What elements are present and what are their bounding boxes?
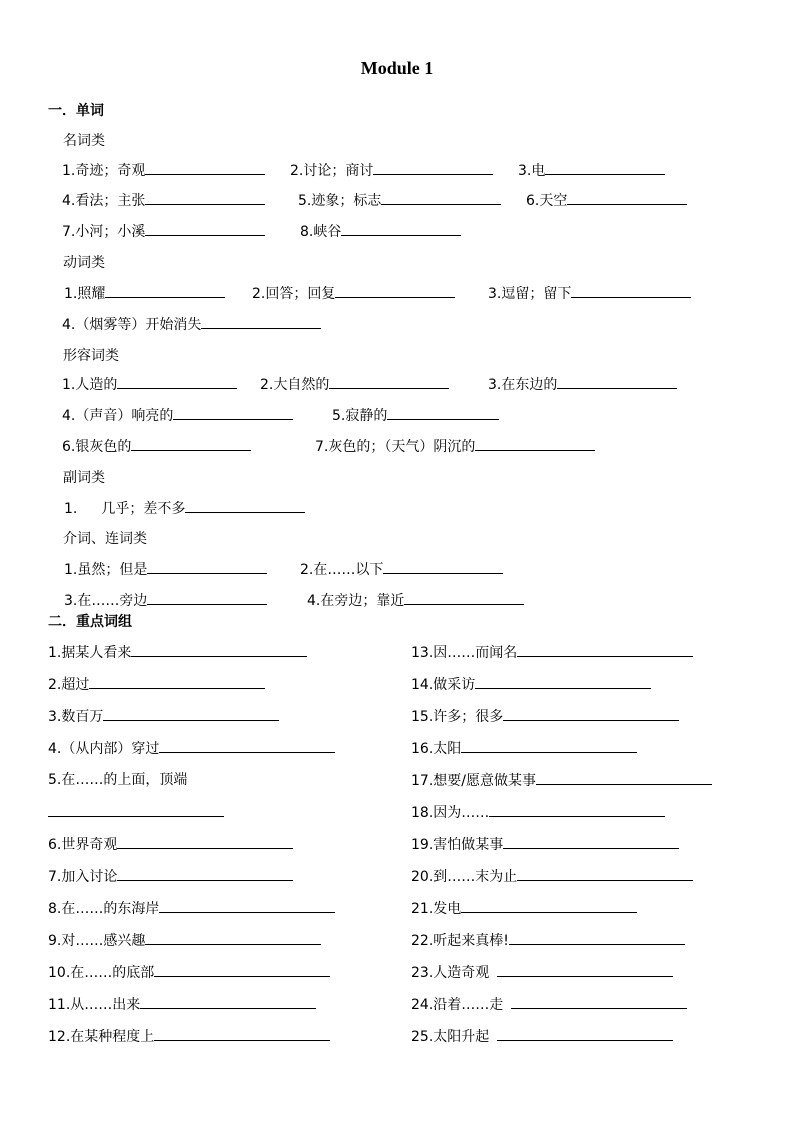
- answer-blank[interactable]: [461, 898, 637, 913]
- answer-blank[interactable]: [159, 898, 335, 913]
- answer-blank[interactable]: [511, 994, 687, 1009]
- prep-item-3: 3.在……旁边: [64, 590, 267, 611]
- verb-item-2: 2.回答；回复: [252, 283, 455, 304]
- category-verbs: 动词类: [63, 255, 105, 271]
- section-heading-words: 一．单词: [48, 103, 104, 119]
- page-title: Module 1: [360, 58, 434, 78]
- answer-blank[interactable]: [48, 802, 224, 817]
- noun-item-1: 1.奇迹；奇观: [62, 160, 265, 181]
- answer-blank[interactable]: [117, 866, 293, 881]
- prep-item-1: 1.虽然；但是: [64, 559, 267, 580]
- answer-blank[interactable]: [147, 559, 267, 574]
- verb-item-1: 1.照耀: [64, 283, 225, 304]
- adj-item-7: 7.灰色的；（天气）阴沉的: [315, 436, 595, 457]
- answer-blank[interactable]: [201, 314, 321, 329]
- verb-item-3: 3.逗留；留下: [488, 283, 691, 304]
- answer-blank[interactable]: [404, 590, 524, 605]
- answer-blank[interactable]: [517, 642, 693, 657]
- category-preps-conj: 介词、连词类: [63, 531, 147, 547]
- phrase-item-9: 9.对……感兴趣: [48, 930, 321, 951]
- prep-item-4: 4.在旁边；靠近: [307, 590, 524, 611]
- phrase-item-6: 6.世界奇观: [48, 834, 293, 855]
- answer-blank[interactable]: [475, 674, 651, 689]
- phrase-item-16: 16.太阳: [411, 738, 637, 759]
- phrase-item-19: 19.害怕做某事: [411, 834, 679, 855]
- adj-item-5: 5.寂静的: [332, 405, 499, 426]
- answer-blank[interactable]: [154, 962, 330, 977]
- noun-item-7: 7.小河；小溪: [62, 221, 265, 242]
- category-adverbs: 副词类: [63, 470, 105, 486]
- phrase-item-5: 5.在……的上面，顶端: [48, 772, 188, 788]
- noun-item-8: 8.峡谷: [300, 221, 461, 242]
- noun-item-2: 2.讨论；商讨: [290, 160, 493, 181]
- answer-blank[interactable]: [341, 221, 461, 236]
- answer-blank[interactable]: [461, 738, 637, 753]
- answer-blank[interactable]: [557, 374, 677, 389]
- phrase-item-7: 7.加入讨论: [48, 866, 293, 887]
- prep-item-2: 2.在……以下: [300, 559, 503, 580]
- answer-blank[interactable]: [329, 374, 449, 389]
- phrase-item-23: 23.人造奇观: [411, 962, 673, 983]
- noun-item-3: 3.电: [518, 160, 665, 181]
- phrase-item-2: 2.超过: [48, 674, 265, 695]
- answer-blank[interactable]: [185, 498, 305, 513]
- category-adjectives: 形容词类: [63, 348, 119, 364]
- answer-blank[interactable]: [503, 706, 679, 721]
- adj-item-3: 3.在东边的: [488, 374, 677, 395]
- answer-blank[interactable]: [105, 283, 225, 298]
- answer-blank[interactable]: [497, 962, 673, 977]
- phrase-item-22: 22.听起来真棒!: [411, 930, 685, 951]
- category-nouns: 名词类: [63, 133, 105, 149]
- phrase-item-12: 12.在某种程度上: [48, 1026, 330, 1047]
- phrase-item-20: 20.到……末为止: [411, 866, 693, 887]
- phrase-item-24: 24.沿着……走: [411, 994, 687, 1015]
- answer-blank[interactable]: [335, 283, 455, 298]
- adj-item-2: 2.大自然的: [260, 374, 449, 395]
- phrase-item-13: 13.因……而闻名: [411, 642, 693, 663]
- answer-blank[interactable]: [145, 160, 265, 175]
- phrase-item-3: 3.数百万: [48, 706, 279, 727]
- answer-blank[interactable]: [173, 405, 293, 420]
- answer-blank[interactable]: [154, 1026, 330, 1041]
- answer-blank[interactable]: [145, 930, 321, 945]
- adj-item-1: 1.人造的: [62, 374, 237, 395]
- answer-blank[interactable]: [159, 738, 335, 753]
- answer-blank[interactable]: [497, 1026, 673, 1041]
- phrase-item-17: 17.想要/愿意做某事: [411, 770, 712, 791]
- answer-blank[interactable]: [117, 374, 237, 389]
- adj-item-6: 6.银灰色的: [62, 436, 251, 457]
- section-heading-phrases: 二．重点词组: [48, 614, 132, 630]
- verb-item-4: 4.（烟雾等）开始消失: [62, 314, 321, 335]
- answer-blank[interactable]: [145, 190, 265, 205]
- answer-blank[interactable]: [509, 930, 685, 945]
- answer-blank[interactable]: [140, 994, 316, 1009]
- noun-item-5: 5.迹象；标志: [298, 190, 501, 211]
- answer-blank[interactable]: [381, 190, 501, 205]
- answer-blank[interactable]: [383, 559, 503, 574]
- adverb-item-1: 1. 几乎；差不多: [64, 498, 305, 519]
- phrase-item-18: 18.因为……: [411, 802, 665, 823]
- phrase-item-15: 15.许多；很多: [411, 706, 679, 727]
- adj-item-4: 4.（声音）响亮的: [62, 405, 293, 426]
- answer-blank[interactable]: [131, 642, 307, 657]
- answer-blank[interactable]: [567, 190, 687, 205]
- answer-blank[interactable]: [545, 160, 665, 175]
- phrase-item-14: 14.做采访: [411, 674, 651, 695]
- answer-blank[interactable]: [89, 674, 265, 689]
- answer-blank[interactable]: [387, 405, 499, 420]
- answer-blank[interactable]: [517, 866, 693, 881]
- answer-blank[interactable]: [117, 834, 293, 849]
- phrase-item-5-blank: [48, 802, 224, 823]
- answer-blank[interactable]: [131, 436, 251, 451]
- answer-blank[interactable]: [503, 834, 679, 849]
- phrase-item-25: 25.太阳升起: [411, 1026, 673, 1047]
- answer-blank[interactable]: [571, 283, 691, 298]
- phrase-item-1: 1.据某人看来: [48, 642, 307, 663]
- answer-blank[interactable]: [103, 706, 279, 721]
- noun-item-6: 6.天空: [526, 190, 687, 211]
- phrase-item-10: 10.在……的底部: [48, 962, 330, 983]
- answer-blank[interactable]: [489, 802, 665, 817]
- answer-blank[interactable]: [475, 436, 595, 451]
- answer-blank[interactable]: [145, 221, 265, 236]
- phrase-item-11: 11.从……出来: [48, 994, 316, 1015]
- phrase-item-8: 8.在……的东海岸: [48, 898, 335, 919]
- phrase-item-4: 4.（从内部）穿过: [48, 738, 335, 759]
- answer-blank[interactable]: [373, 160, 493, 175]
- answer-blank[interactable]: [147, 590, 267, 605]
- answer-blank[interactable]: [536, 770, 712, 785]
- phrase-item-21: 21.发电: [411, 898, 637, 919]
- noun-item-4: 4.看法；主张: [62, 190, 265, 211]
